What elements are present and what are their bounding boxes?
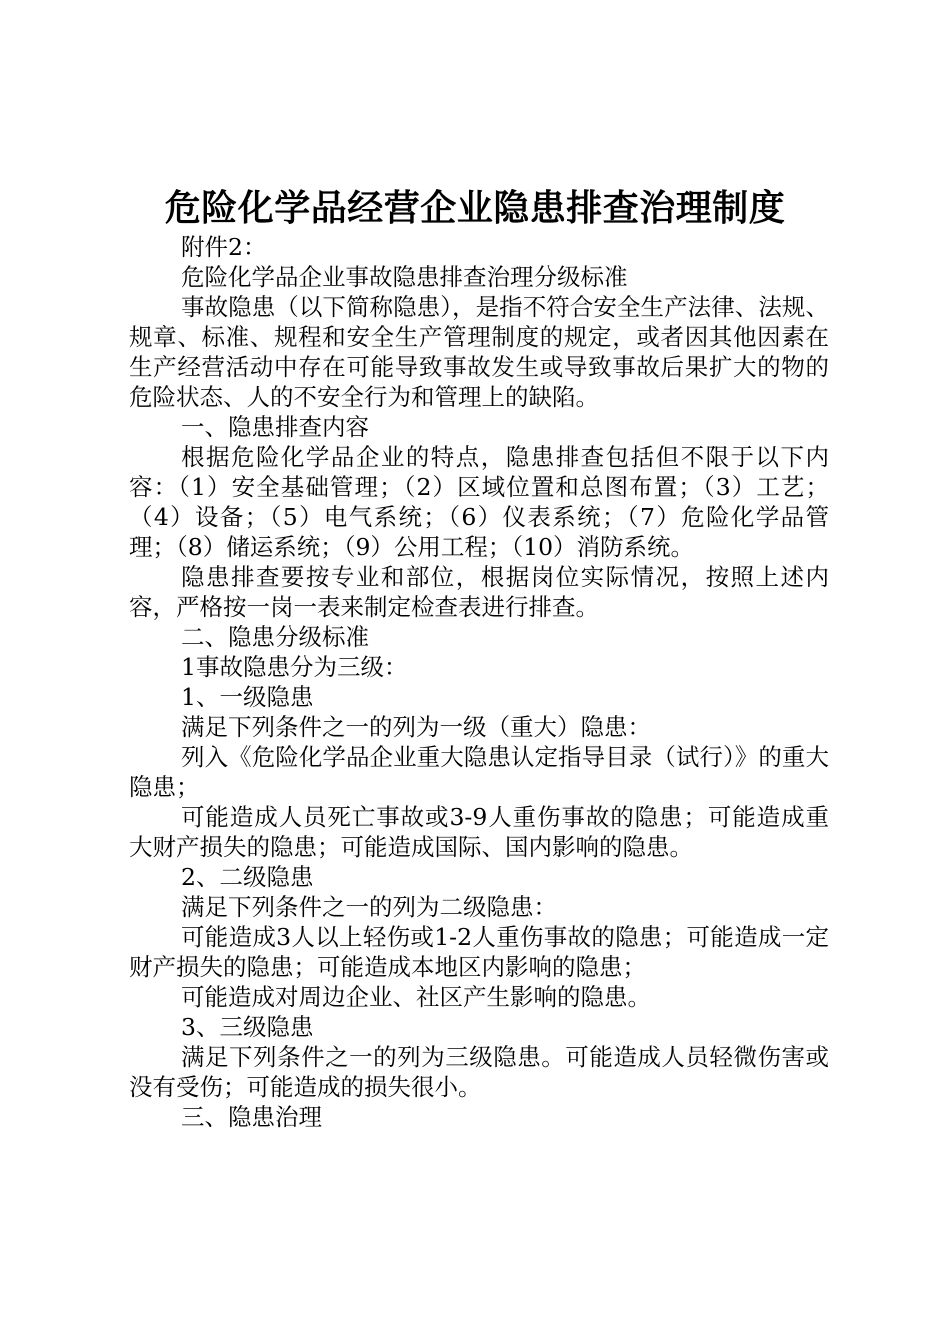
paragraph-level-1-conditions: 满足下列条件之一的列为一级（重大）隐患： [181,713,651,741]
paragraph-level-2-conditions: 满足下列条件之一的列为二级隐患： [181,893,557,921]
paragraph-level-3-conditions: 满足下列条件之一的列为三级隐患。可能造成人员轻微伤害或没有受伤；可能造成的损失很小。 [129,1043,829,1101]
paragraph-level-2-item-b: 可能造成对周边企业、社区产生影响的隐患。 [181,983,651,1011]
paragraph-level-2-item-a: 可能造成3人以上轻伤或1-2人重伤事故的隐患；可能造成一定财产损失的隐患；可能造成本地区内影响的隐患； [129,923,829,981]
paragraph-level-1-item-b: 可能造成人员死亡事故或3-9人重伤事故的隐患；可能造成重大财产损失的隐患；可能造成国际、国内影响的隐患。 [129,803,829,861]
document-body [129,232,829,1132]
paragraph-inspection-method: 隐患排查要按专业和部位，根据岗位实际情况，按照上述内容，严格按一岗一表来制定检查表进行排查。 [129,563,829,621]
paragraph-inspection-content: 根据危险化学品企业的特点，隐患排查包括但不限于以下内容：（1）安全基础管理；（2）区域位置和总图布置；（3）工艺；（4）设备；（5）电气系统；（6）仪表系统；（7）危险化学品管理；（8）储运系统；（9）公用工程；（10）消防系统。 [129,443,829,561]
paragraph-definition: 事故隐患（以下简称隐患），是指不符合安全生产法律、法规、规章、标准、规程和安全生产管理制度的规定，或者因其他因素在生产经营活动中存在可能导致事故发生或导致事故后果扩大的物的危险状态、人的不安全行为和管理上的缺陷。 [129,293,829,411]
paragraph-grading-intro: 1事故隐患分为三级： [181,653,408,681]
paragraph-level-1-item-a: 列入《危险化学品企业重大隐患认定指导目录（试行）》的重大隐患； [129,743,829,801]
document-title: 危险化学品经营企业隐患排查治理制度 [164,188,786,229]
section-heading-2: 二、隐患分级标准 [181,623,369,651]
subheading-level-1: 1、一级隐患 [181,683,314,711]
subheading-level-3: 3、三级隐患 [181,1013,314,1041]
section-heading-1: 一、隐患排查内容 [181,413,369,441]
subheading-level-2: 2、二级隐患 [181,863,314,891]
section-heading-3: 三、隐患治理 [181,1103,322,1131]
paragraph-attachment-label: 附件2： [181,233,267,261]
paragraph-standard-title: 危险化学品企业事故隐患排查治理分级标准 [181,263,628,291]
